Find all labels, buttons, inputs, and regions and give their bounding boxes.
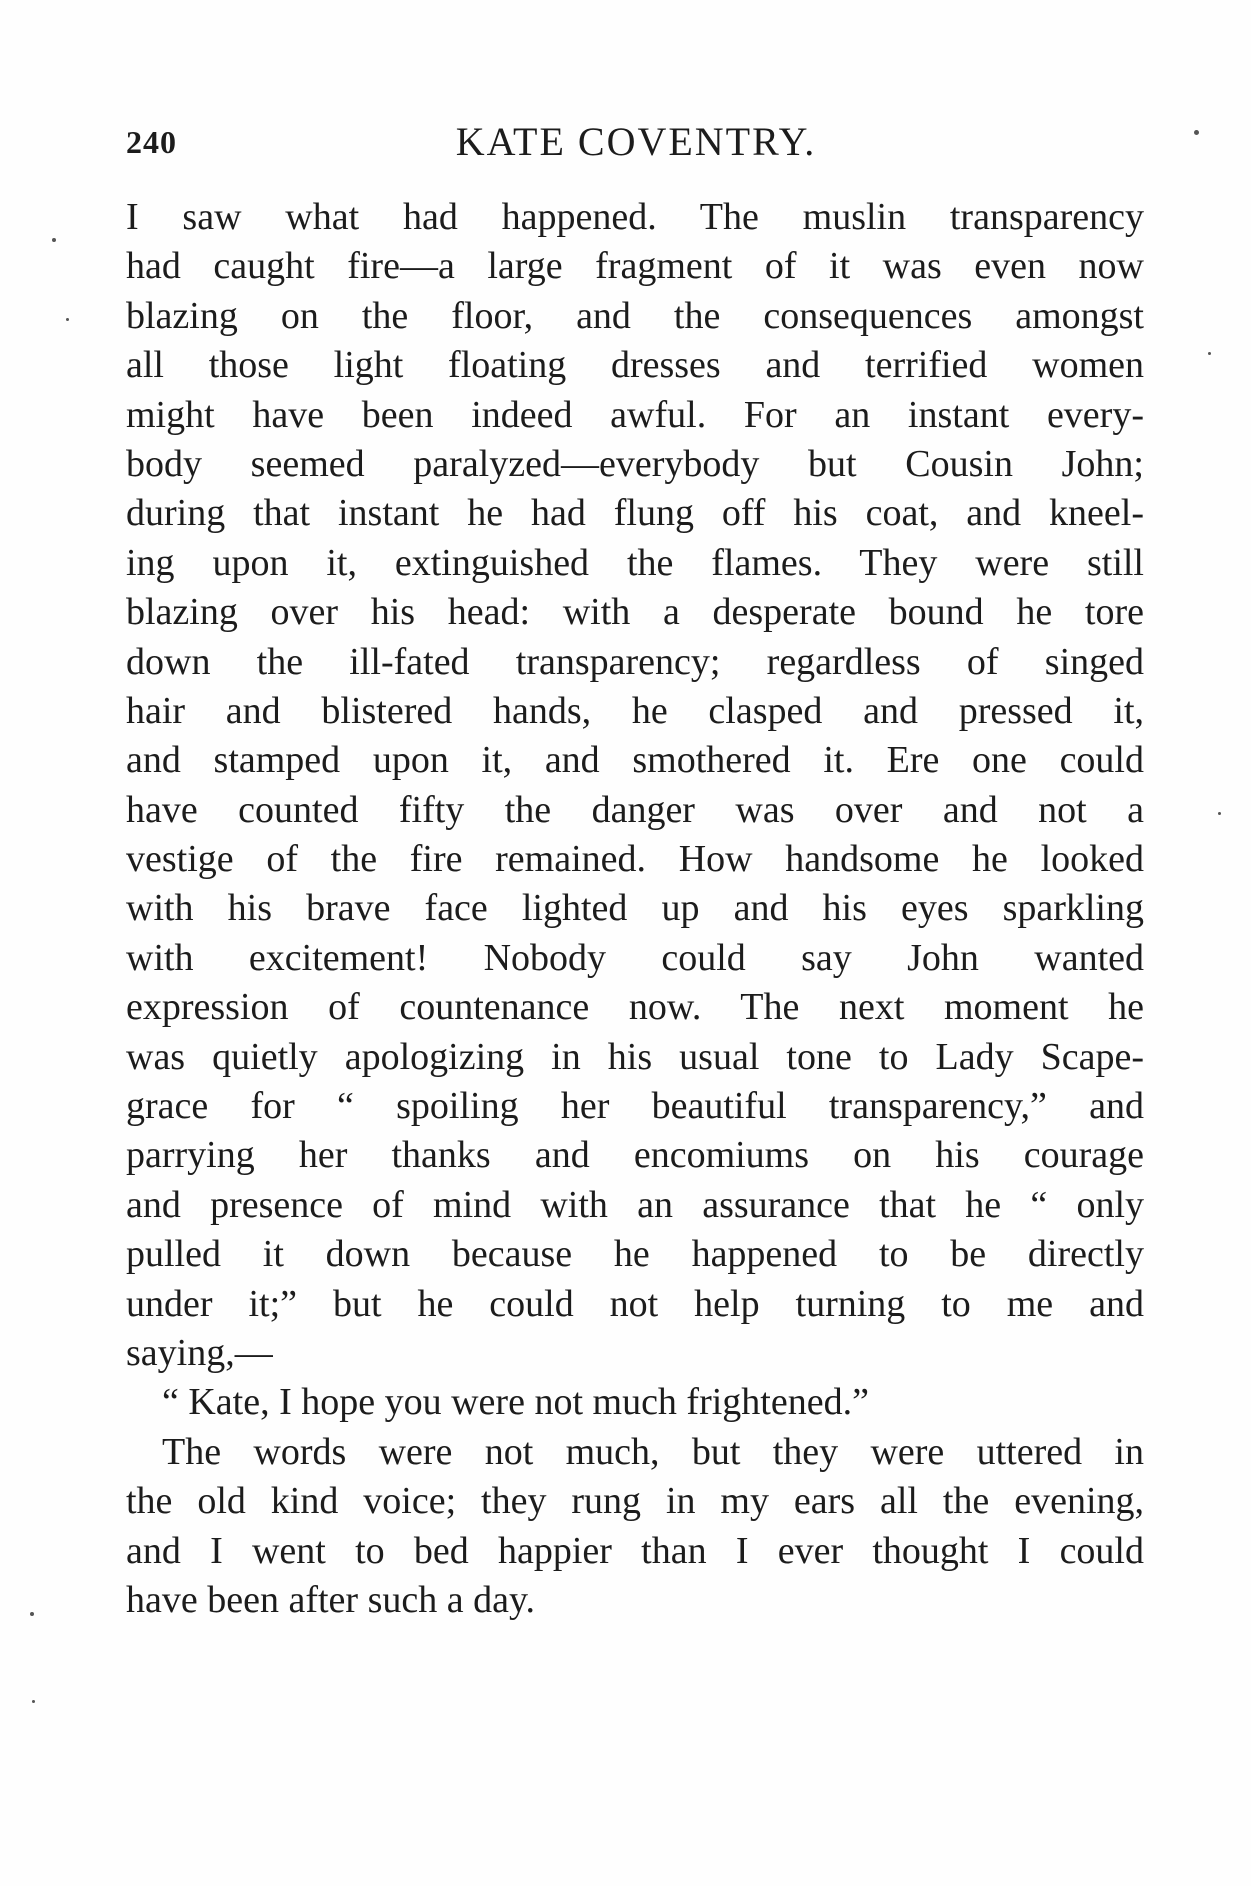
scan-speck (32, 1700, 35, 1703)
text-line: during that instant he had flung off his coat, and kneel- (126, 492, 1144, 535)
text-line: was quietly apologizing in his usual tone to Lady Scape- (126, 1035, 1144, 1078)
body-text (126, 193, 1144, 1625)
text-line: expression of countenance now. The next moment he (126, 986, 1144, 1029)
text-line: might have been indeed awful. For an instant every- (126, 393, 1144, 436)
text-line: grace for “ spoiling her beautiful transparency,” and (126, 1085, 1144, 1128)
text-line: The words were not much, but they were uttered in (162, 1430, 1144, 1473)
text-line: parrying her thanks and encomiums on his courage (126, 1134, 1144, 1177)
scan-speck (1208, 352, 1211, 355)
scan-speck (1218, 812, 1221, 815)
page-header (126, 118, 1146, 178)
text-line: have counted fifty the danger was over and not a (126, 788, 1144, 831)
text-line: and stamped upon it, and smothered it. Ere one could (126, 739, 1144, 782)
text-line: ing upon it, extinguished the flames. They were still (126, 541, 1144, 584)
text-line: hair and blistered hands, he clasped and pressed it, (126, 689, 1144, 732)
text-line: with his brave face lighted up and his eyes sparkling (126, 887, 1144, 930)
text-line: blazing over his head: with a desperate bound he tore (126, 591, 1144, 634)
text-line: with excitement! Nobody could say John wanted (126, 936, 1144, 979)
text-line: and presence of mind with an assurance that he “ only (126, 1183, 1144, 1226)
text-line: the old kind voice; they rung in my ears all the evening, (126, 1480, 1144, 1523)
scan-speck (1194, 130, 1199, 135)
scan-speck (66, 318, 69, 321)
text-line: have been after such a day. (126, 1578, 535, 1621)
scan-speck (30, 1612, 34, 1616)
text-line: pulled it down because he happened to be directly (126, 1233, 1144, 1276)
running-title: KATE COVENTRY. (455, 119, 817, 164)
text-line: and I went to bed happier than I ever thought I could (126, 1529, 1144, 1572)
scan-speck (52, 238, 56, 242)
text-line: blazing on the floor, and the consequences amongst (126, 294, 1144, 337)
text-line: down the ill-fated transparency; regardless of singed (126, 640, 1144, 683)
text-line: body seemed paralyzed—everybody but Cousin John; (126, 442, 1144, 485)
text-line: all those light floating dresses and terrified women (126, 344, 1144, 387)
text-line: vestige of the fire remained. How handsome he looked (126, 838, 1144, 881)
text-line: “ Kate, I hope you were not much frightened.” (162, 1381, 869, 1424)
text-line: under it;” but he could not help turning to me and (126, 1282, 1144, 1325)
page-number: 240 (126, 124, 177, 160)
text-line: I saw what had happened. The muslin transparency (126, 196, 1144, 238)
text-line: saying,— (126, 1331, 273, 1374)
text-line: had caught fire—a large fragment of it was even now (126, 245, 1144, 288)
